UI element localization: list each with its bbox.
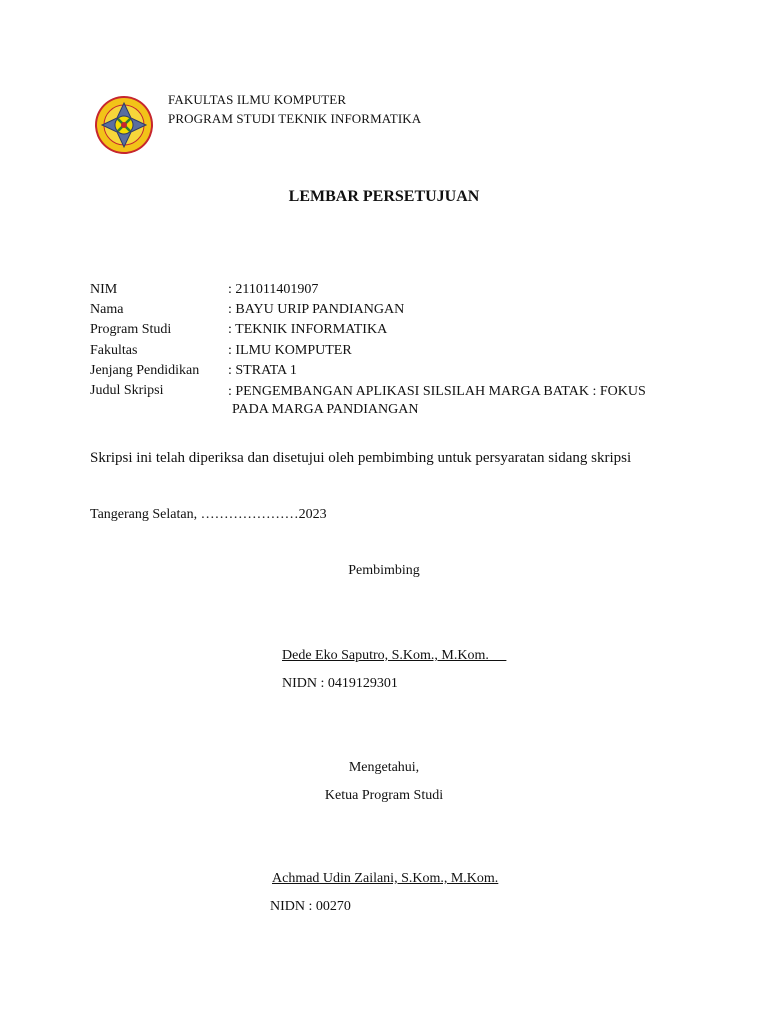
place-date: Tangerang Selatan, …………………2023 <box>90 507 327 522</box>
head-nidn: NIDN : 00270 <box>270 899 351 914</box>
field-label: Fakultas <box>90 343 138 358</box>
advisor-role: Pembimbing <box>348 563 420 578</box>
field-value: : 211011401907 <box>228 282 319 297</box>
field-nim <box>90 282 690 302</box>
field-program-studi <box>90 322 690 342</box>
field-fakultas <box>90 343 690 363</box>
judul-line-2: PADA MARGA PANDIANGAN <box>232 402 419 417</box>
field-label: Judul Skripsi <box>90 383 164 398</box>
field-value: : TEKNIK INFORMATIKA <box>228 322 388 337</box>
field-jenjang <box>90 363 690 383</box>
approval-line-2: Ketua Program Studi <box>324 788 444 803</box>
field-label: Jenjang Pendidikan <box>90 363 200 378</box>
advisor-name: Dede Eko Saputro, S.Kom., M.Kom. <box>282 648 507 663</box>
field-judul <box>90 383 690 423</box>
university-seal-icon <box>94 95 154 155</box>
faculty-name: FAKULTAS ILMU KOMPUTER <box>168 92 347 107</box>
field-nama <box>90 302 690 322</box>
document-title: LEMBAR PERSETUJUAN <box>288 188 480 205</box>
field-value: : STRATA 1 <box>228 363 297 378</box>
program-name: PROGRAM STUDI TEKNIK INFORMATIKA <box>168 111 422 126</box>
field-label: Nama <box>90 302 124 317</box>
advisor-nidn: NIDN : 0419129301 <box>282 676 398 691</box>
field-value <box>228 383 658 419</box>
head-name: Achmad Udin Zailani, S.Kom., M.Kom. <box>272 871 499 886</box>
approval-line-1: Mengetahui, <box>348 760 420 775</box>
field-label: NIM <box>90 282 118 297</box>
field-label: Program Studi <box>90 322 172 337</box>
field-value: : BAYU URIP PANDIANGAN <box>228 302 405 317</box>
approval-statement: Skripsi ini telah diperiksa dan disetujui oleh pembimbing untuk persyaratan sidang skripsi <box>90 450 632 466</box>
field-value: : ILMU KOMPUTER <box>228 343 352 358</box>
judul-line-1: : PENGEMBANGAN APLIKASI SILSILAH MARGA BATAK : FOKUS <box>228 384 646 399</box>
